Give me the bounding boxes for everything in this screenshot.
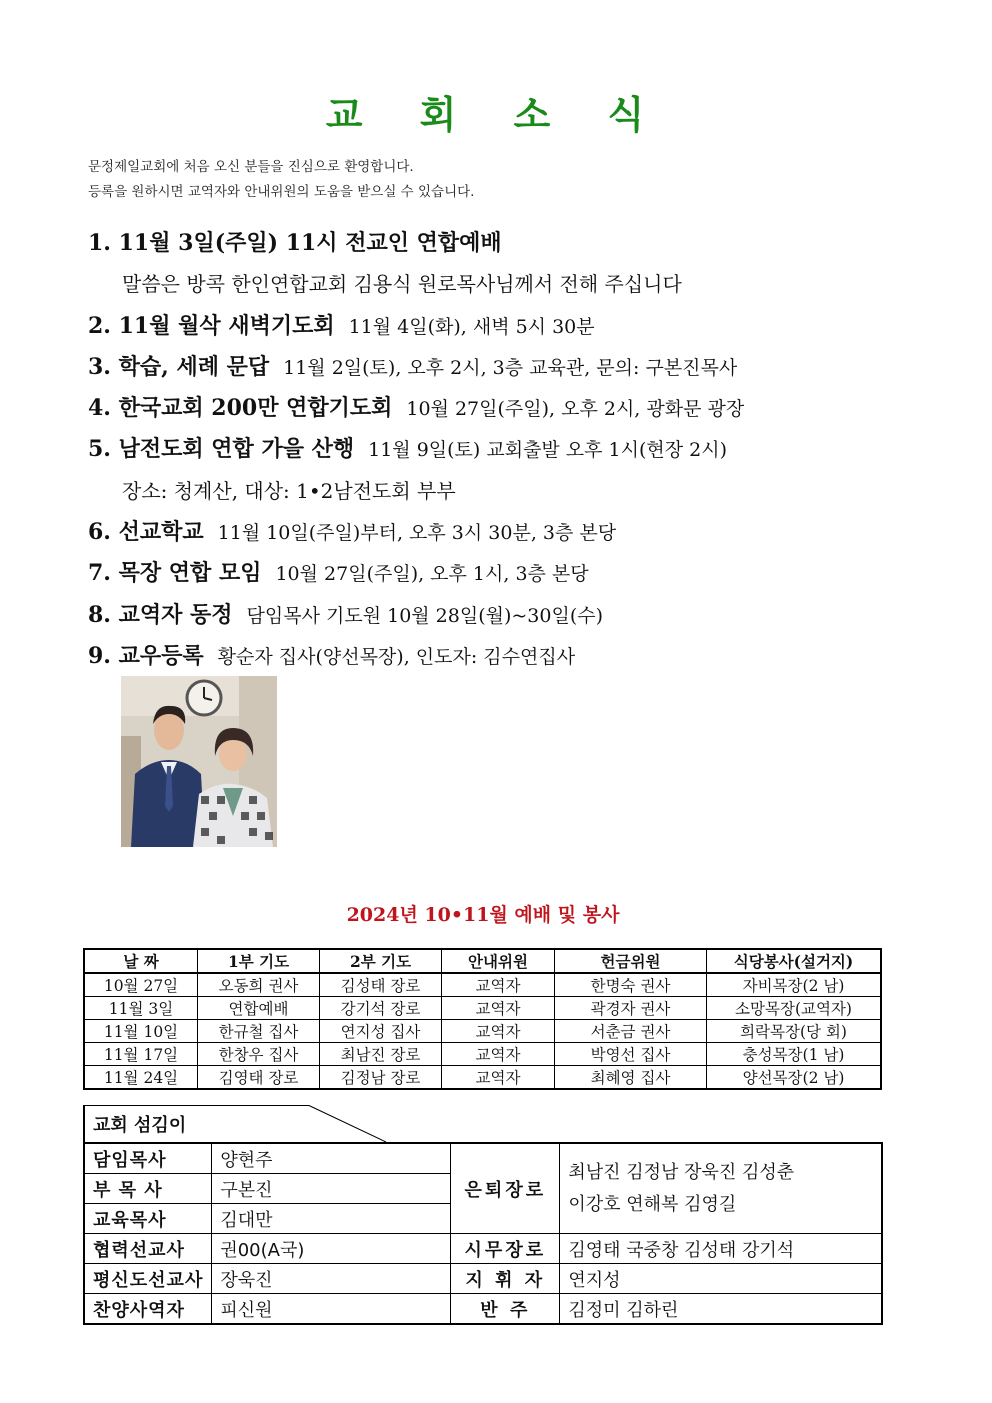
schedule-header: 안내위원 [442,949,555,973]
serve-name: 장욱진 [212,1264,451,1294]
schedule-cell: 11월 24일 [84,1066,198,1090]
schedule-cell: 박영선 집사 [555,1043,707,1066]
serve-row [84,1143,882,1174]
serve-name: 김영태 국중창 김성태 강기석 [560,1234,882,1264]
schedule-cell: 오동희 권사 [198,973,320,997]
serve-role: 찬양사역자 [84,1294,212,1325]
serve-table [83,1142,883,1325]
news-item-7: 7. 목장 연합 모임 10월 27일(주일), 오후 1시, 3층 본당 [88,560,589,587]
serve-role: 부 목 사 [84,1174,212,1204]
serve-role: 담임목사 [84,1143,212,1174]
schedule-cell: 교역자 [442,997,555,1020]
serve-row [84,1294,882,1325]
schedule-table [83,948,882,1090]
schedule-cell: 교역자 [442,1043,555,1066]
schedule-cell: 최남진 장로 [320,1043,442,1066]
serve-role: 반 주 [451,1294,560,1325]
schedule-cell: 양선목장(2 남) [707,1066,882,1090]
serve-role: 지 휘 자 [451,1264,560,1294]
schedule-cell: 최혜영 집사 [555,1066,707,1090]
news-item-1: 1. 11월 3일(주일) 11시 전교인 연합예배 [88,230,502,256]
schedule-row [84,1043,881,1066]
serve-name: 권00(A국) [212,1234,451,1264]
serve-retired-names [560,1143,882,1234]
schedule-cell: 희락목장(당 회) [707,1020,882,1043]
news-item-5-sub: 장소: 청계산, 대상: 1•2남전도회 부부 [122,478,456,503]
news-item-9: 9. 교우등록 황순자 집사(양선목장), 인도자: 김수연집사 [88,642,576,669]
new-member-photo [121,676,277,847]
schedule-cell: 강기석 장로 [320,997,442,1020]
news-item-2: 2. 11월 월삭 새벽기도회 11월 4일(화), 새벽 5시 30분 [88,312,595,339]
serve-retired-line: 최남진 김정남 장욱진 김성춘 [568,1161,795,1183]
schedule-header: 식당봉사(설거지) [707,949,882,973]
page-title: 교 회 소 식 [325,92,667,137]
news-item-6: 6. 선교학교 11월 10일(주일)부터, 오후 3시 30분, 3층 본당 [88,519,617,546]
serve-role: 협력선교사 [84,1234,212,1264]
schedule-cell: 연지성 집사 [320,1020,442,1043]
schedule-header: 헌금위원 [555,949,707,973]
serve-name: 구본진 [212,1174,451,1204]
news-item-3: 3. 학습, 세례 문답 11월 2일(토), 오후 2시, 3층 교육관, 문의: 구본진목사 [88,353,738,380]
schedule-cell: 10월 27일 [84,973,198,997]
schedule-cell: 한창우 집사 [198,1043,320,1066]
schedule-cell: 김성태 장로 [320,973,442,997]
schedule-cell: 김영태 장로 [198,1066,320,1090]
schedule-cell: 한규철 집사 [198,1020,320,1043]
schedule-cell: 교역자 [442,1066,555,1090]
schedule-cell: 곽경자 권사 [555,997,707,1020]
schedule-header: 날 짜 [84,949,198,973]
serve-name: 양현주 [212,1143,451,1174]
serve-row [84,1234,882,1264]
serve-role: 시무장로 [451,1234,560,1264]
schedule-cell: 교역자 [442,973,555,997]
schedule-row [84,1066,881,1090]
schedule-cell: 교역자 [442,1020,555,1043]
intro-line-2: 등록을 원하시면 교역자와 안내위원의 도움을 받으실 수 있습니다. [88,184,475,200]
schedule-cell: 한명숙 권사 [555,973,707,997]
serve-title: 교회 섬김이 [93,1115,187,1136]
schedule-row [84,1020,881,1043]
schedule-cell: 연합예배 [198,997,320,1020]
serve-section [83,1105,883,1325]
serve-name: 연지성 [560,1264,882,1294]
schedule-cell: 11월 10일 [84,1020,198,1043]
schedule-row [84,997,881,1020]
serve-name: 피신원 [212,1294,451,1325]
serve-row [84,1264,882,1294]
schedule-header: 2부 기도 [320,949,442,973]
news-item-4: 4. 한국교회 200만 연합기도회 10월 27일(주일), 오후 2시, 광화문 광장 [88,395,745,422]
schedule-cell: 자비목장(2 남) [707,973,882,997]
schedule-cell: 서춘금 권사 [555,1020,707,1043]
serve-name: 김정미 김하린 [560,1294,882,1325]
schedule-cell: 김정남 장로 [320,1066,442,1090]
schedule-cell: 11월 17일 [84,1043,198,1066]
schedule-cell: 충성목장(1 남) [707,1043,882,1066]
schedule-cell: 소망목장(교역자) [707,997,882,1020]
news-item-5: 5. 남전도회 연합 가을 산행 11월 9일(토) 교회출발 오후 1시(현장 2시) [88,436,728,463]
serve-name: 김대만 [212,1204,451,1234]
serve-role: 은퇴장로 [451,1143,560,1234]
serve-role: 평신도선교사 [84,1264,212,1294]
serve-header [83,1105,883,1142]
news-item-1-sub: 말씀은 방콕 한인연합교회 김용식 원로목사님께서 전해 주십니다 [122,272,682,297]
schedule-cell: 11월 3일 [84,997,198,1020]
serve-role: 교육목사 [84,1204,212,1234]
intro-line-1: 문정제일교회에 처음 오신 분들을 진심으로 환영합니다. [88,159,414,175]
schedule-row [84,973,881,997]
schedule-title: 2024년 10•11월 예배 및 봉사 [346,904,620,926]
serve-retired-line: 이강호 연해복 김영길 [568,1193,737,1215]
schedule-header: 1부 기도 [198,949,320,973]
schedule-header-row [84,949,881,973]
news-list [88,224,948,678]
news-item-8: 8. 교역자 동정 담임목사 기도원 10월 28일(월)~30일(수) [88,601,604,628]
